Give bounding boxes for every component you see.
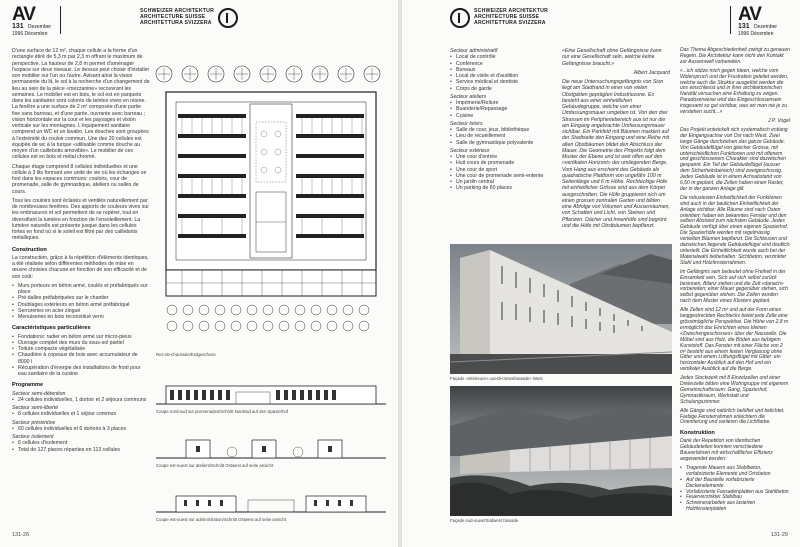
right-column-3: Das Thema Abgeschiedenheit zwingt zu genauen Regeln. Die Architektur kann nicht den Kontakt zur Aussenwelt vorbereiten. «...ich stütze mich gegen Ideen, welche vom Widerspruch und der Frustration geleitet werden, welche auch die Struktur ausgelöst werden die uns einschliesst und in ihrer architektonischen Naivität versuchen eine Erhaltung zu zeigen. Paradoxerweise wird das Eingeschlossensein insgesamt so gut sichtbar, was wir man nie je zu verstehen sucht...» J.P. Vogel Das Projekt entwickelt sich systematisch entlang der Eingangsachse von Ost nach West. Zwei lange Gänge durchziehen das ganze Gebäude. Von Gebäudeflügel von gleicher Grösse, mit unterschiedlichen Funktionen und mit offenem und geschlossenem Charakter sind dazwischen gespannt. Ein Teil der Gebäudeflügel (ausser dem Sicherheitsbereich) sind zweigeschossig. Jedes Gebäude ist in einem Achsabstand von 6,50 m geplant, die Zellen haben einen Raster, der in der ganzen Anlage gilt. Die robustesten Einheitlichkeit der Funktionen sind auch in der baulichen Einheitlichkeit der Anlage sichtbar: Alle Räume sind nach Osten orientiert; haben ein bekanntes Fenster und den selben Abstand zum nächsten Gebäude. Jedes Gebäude verfügt über einen eigenen Spazierhof. Die Spazierhöfe werden mit regelmässig verteilten Bäumen bepflanzt. Die Schleusen und dazwischen liegende Gebäudeflügel sind deutlich unterteilt. Die Einheitlichkeit wurde auch bei der Materialwahl beibehalten: Sichtbeton, verzinkter Stahl und Holzfensterrahmen. Im Gefängnis sein bedeutet ohne Freiheit in der Einsamkeit sein. Sich auf sich selbst zurück besinnen, Bilanz ziehen und die Zeit «danach» vorbereiten; einer Mauer gegenüber stehen, sich selbst gegenüber stehen. Die Zellen wurden nach dem Muster eines Klosters geplant. Alle Zellen sind 12 m² und auf der Form eines langgestreckten Rechtecks bietet jede Zelle eine grösstmögliche Perspektive. Die Höhe von 2,8 m ermöglicht das Einrichten eines kleinen «Zwischengeschosses» über der Nasszelle. Die Möbel sind aus Holz, die Böden aus farbigem Kunststoff. Das Fenster mit einer Fläche von 2 m² besteht aus einem festen Verglasung ohne Gitter und einem Lüftungsflügel mit Gitter: ein horizontaler Ausblick auf den Hof und ein vertikaler Ausblick auf die Berge. Jedes Stockwerk mit 8 Einzelzellen und einer Dreierzelle bilden eine Wohngruppe mit eigenem Gemeinschaftsraum: Gang, Spazierhof, Gymnastikraum, Werkstatt und Schulungszimmer. Alle Gänge sind natürlich belüftet und belichtet. Farbige Fensterrahmen erleichtern die Orientierung und variieren die Lichtfarbe. Konstruktion Dank der Repetition von identischen Gebäudeteilen konnten verschiedene Bauverfahren mit wirtschaftlicher Effizienz angewendet werden: • Tragende Mauern aus Stahlbeton, vorfabrizierte Elemente und Ortsbeton • Auf der Baustelle vorfabrizierte Deckenelemente • Vorfabrizierte Fassadenplatten aus Stahlbeton • Feuerverzinkter Stahlbau • Schreinerarbeiten aus lasierten Holzfensterplatten	[680, 48, 790, 515]
building-block	[166, 92, 376, 270]
photo1-caption: Façade «intérieure» ouest/«Innenfassade» West	[450, 376, 543, 381]
left-page	[0, 0, 398, 547]
right-folio: 131-29	[770, 532, 788, 538]
section1-caption: Coupe nord-sud sur promenades/Schnitt Nordsüd auf den Spazierhof	[156, 409, 289, 414]
left-masthead-divider	[60, 6, 61, 34]
section-east-west-workshops	[156, 430, 386, 462]
construction-list: • Murs porteurs en béton armé, coulés et préfabriqués sur place • Pré-dalles préfabriquées sur le chantier • Doublages extérieurs en béton armé préfabriqué • Serrureries en acier zingué • Menuiseries en bois reconstitué verni	[12, 283, 150, 321]
lower-wing	[166, 270, 376, 296]
section-north-south	[156, 372, 386, 408]
right-issue-month: Dezember	[754, 24, 778, 30]
left-masthead-logo-icon	[218, 8, 238, 28]
left-issue-year: 1996 Décembre	[12, 31, 48, 37]
right-issue-number: 131	[738, 23, 750, 30]
plan-caption: Rez-de-chaussée/Erdgeschoss	[156, 352, 216, 357]
tree-row-bottom	[167, 305, 369, 331]
left-logo: AV	[12, 4, 35, 25]
right-masthead-logo-icon	[450, 8, 470, 28]
left-masthead: SCHWEIZER ARCHITEKTUR ARCHITECTURE SUISSE ARCHITETTURA SVIZZERA	[140, 8, 215, 26]
right-page	[402, 0, 800, 547]
section3-caption: Coupe est-ouest sur administration/Schnitt Ostwest auf seite ansicht	[156, 517, 286, 522]
ground-floor-plan	[152, 62, 392, 352]
left-text-column: D'une surface de 12 m², chaque cellule a la forme d'un rectangle étiré de 5,3 m par 2,3 m offrant le maximum de perspective. La hauteur de 2,8 m permet d'aménager l'espace sur deux niveaux. Le dessus peut choisir d'installer son mobilier sur l'un ou l'autre. Avisant ainsi la vision permanente du lit, le sol à la recherche d'un changement de lieu au sein de la pièce «mezzanine» recouvrant les semaines. Le mobilier est en bois, le sol est en parquets dans les sanitaires sont colorés de teintes vives en résine. La fenêtre a une surface de 2 m² composée d'une partie fixe sans barreau, et d'une partie, ouvrante avec barreau ; vision horizontale sur la cour et les paysages et vision verticale sur les montagnes. L'équipement sanitaire comprend un WC et un lavabo. Les douches sont groupées à l'extrémité du couloir commun. Une des 20 cellules est équipée de wc à la turque «utilisable comme douche au moyen d'un caillebotis amovible». Le mobilier de ces cellules est en bois et métal chromé. Chaque étage comprend 8 cellules individuelles et une cellule à 3 lits formant une unité de vie où les échanges se font dans les espaces communs: couloirs, cour de promenade, salle de gymnastique, ateliers ou salles de cours. Tous les couloirs sont éclairés et ventilés naturellement par de nombreuses fenêtres. Des apports de couleurs vives sur les embrasures et sol permettent de se repérer, tout en diversifiant la lumière en fonction de l'ensoleillement. La lumière naturelle est présente jusque dans les cellules fortes en fond où si le soleil est filtré par des caillebotis métalliques. Construction La construction, grâce à la répétition d'éléments identiques, a été réalisée selon différentes méthodes de mise en œuvre choisies chacune en fonction de son efficacité et de son coût: • Murs porteurs en béton armé, coulés et préfabriqués sur place • Pré-dalles préfabriquées sur le chantier • Doublages extérieurs en béton armé préfabriqué • Serrureries en acier zingué • Menuiseries en bois reconstitué verni Caractéristiques particulières • Fondations: radier en béton armé sur micro-pieux • Ouvrage complet des murs du sous-sol partiel • Toiture compacte végétalisée • Chaudière à copeaux de bois avec accumulateur de 8000 l • Récupération d'énergie des installations de froid pour eau sanitaire de la cuisine Programme Secteur semi-détention • 24 cellules individuelles, 1 dortoir et 2 séjours communs Secteur semi-liberté • 8 cellules individuelles et 1 séjour commun Secteur préventive • 60 cellules individuelles et 6 dortoirs à 3 places Secteur isolement • 6 cellules d'isolement • Total de 127 places réparties en 113 cellules	[12, 48, 150, 455]
section2-caption: Coupe est-ouest sur ateliers/Schnitt Ostwest auf seite ansicht	[156, 463, 274, 468]
right-logo: AV	[738, 4, 761, 25]
right-column-1: Secteur administratif • Local de contrôle • Conférence • Bureaux • Local de visite et d'audition • Service médical et dentiste • Corps de garde Secteur ateliers • Imprimerie/Reliure • Buanderie/Repassage • Cuisine Secteur loisirs • Salle de cour, jeux, bibliothèque • Lieu de recueillement • Salle de gymnastique polyvalente Secteur extérieur • Une cour d'entrée • Huit cours de promenade • Une cour de sport • Une cour de promenade semi-entente • Un jardin central • Un parking de 60 places	[450, 48, 554, 194]
section-east-west-administration	[156, 484, 386, 516]
left-issue-number: 131	[12, 23, 24, 30]
left-folio: 131-26	[12, 532, 30, 538]
right-masthead: SCHWEIZER ARCHITEKTUR ARCHITECTURE SUISSE ARCHITETTURA SVIZZERA	[474, 8, 549, 26]
photo2-caption: Façade sud-ouest/Südwest fassade	[450, 518, 519, 523]
right-column-2: «Eine Gesellschaft ohne Gefängnisse kann nur eine Gesellschaft sein, welche keine Gefängnisse braucht.» Albert Jacquard Die neue Untersuchungsgefängnis von Sion liegt am Stadtrand in einer von vielen Obstgärten geprägten Industriezone. Es besteht aus einer einheitlichen Gebäudegruppe, welche von einer Umfassungsmauer umgeben ist. Von den drei Strassen im Peripheriebereich aus ist nur die am Eingang angebrachte Umfassungsmauer sichtbar. Ein Parkfeld mit Bäumen markiert auf der Stadtseite den Eingang und eine Reihe mit alten Obstbäumen bildet den Abschluss der Mauer. Die Geometrie des Projekts folgt dem Muster der Ebene und ist weit offen auf den «vertikalen Horizont» der umliegenden Berge. Vom Hang aus erscheint das Gebäude als quadratische Plattform von ungefähr 100 m Seitenlänge und 6 m Höhe. Rechteckige Höfe mit einheitlicher Grösse sind aus dem Körper ausgeschnitten. Die Höfe gruppieren sich um einen grossen zentralen Garten und bilden eine Abfolge von Volumen und Aussenräumen, von Schatten und Licht, von Steinen und Pflanzen. Dächer und Innenhöfe sind begrünt und die Höfe mit Obstbäumen bepflanzt.	[562, 48, 670, 229]
right-issue-year: 1996 Décembre	[738, 31, 774, 37]
right-masthead-divider	[730, 6, 731, 34]
left-issue-month: Dezember	[28, 24, 52, 30]
photo-west-facade	[450, 244, 672, 374]
photo-southwest-facade	[450, 386, 672, 516]
features-list: • Fondations: radier en béton armé sur micro-pieux • Ouvrage complet des murs du sous-sol partiel • Toiture compacte végétalisée • Chaudière à copeaux de bois avec accumulateur de 8000 l • Récupération d'énergie des installations de froid pour eau sanitaire de la cuisine	[12, 334, 150, 378]
